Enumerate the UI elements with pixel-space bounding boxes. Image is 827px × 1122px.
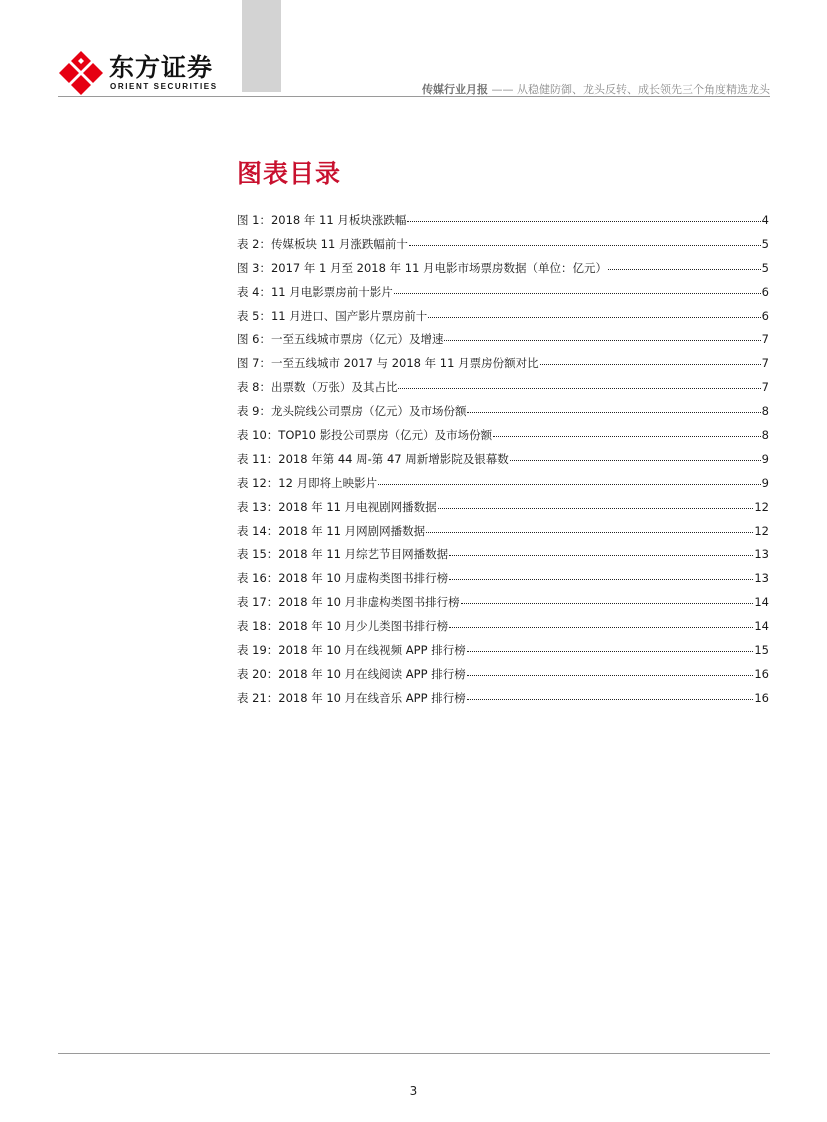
toc-entry[interactable]	[237, 570, 769, 594]
toc-entry-page: 5	[761, 236, 769, 251]
toc-dot-leader	[449, 544, 753, 556]
toc-entry-label: 表 2：传媒板块 11 月涨跌幅前十	[237, 236, 408, 251]
toc-entry-label: 表 14：2018 年 11 月网剧网播数据	[237, 523, 426, 538]
toc-entry-label: 图 3：2017 年 1 月至 2018 年 11 月电影市场票房数据（单位：亿元）	[237, 260, 608, 275]
toc-dot-leader	[467, 401, 760, 413]
toc-entry[interactable]	[237, 475, 769, 499]
toc-entry-page: 12	[754, 523, 769, 538]
toc-entry-label: 表 19：2018 年 10 月在线视频 APP 排行榜	[237, 643, 466, 658]
toc-entry-page: 15	[754, 643, 769, 658]
toc-entry[interactable]	[237, 523, 769, 547]
toc-entry-page: 9	[761, 475, 769, 490]
orient-logo-icon	[58, 50, 104, 96]
toc-entry[interactable]	[237, 236, 769, 260]
toc-entry[interactable]	[237, 666, 769, 690]
toc-entry-page: 7	[761, 356, 769, 371]
toc-entry-page: 7	[761, 332, 769, 347]
header-separator: ——	[491, 83, 514, 96]
toc-entry[interactable]	[237, 212, 769, 236]
toc-dot-leader	[510, 449, 761, 461]
toc-entry[interactable]	[237, 284, 769, 308]
toc-dot-leader	[378, 473, 761, 485]
toc-dot-leader	[540, 353, 761, 365]
toc-entry-page: 8	[761, 428, 769, 443]
page-number: 3	[409, 1084, 418, 1098]
header-divider	[58, 96, 770, 97]
toc-dot-leader	[493, 425, 761, 437]
toc-dot-leader	[449, 616, 753, 628]
toc-dot-leader	[428, 306, 760, 318]
toc-entry-label: 表 17：2018 年 10 月非虚构类图书排行榜	[237, 595, 460, 610]
toc-entry-page: 8	[761, 404, 769, 419]
toc-entry-label: 表 13：2018 年 11 月电视剧网播数据	[237, 499, 437, 514]
toc-entry[interactable]	[237, 331, 769, 355]
toc-title: 图表目录	[237, 159, 342, 188]
toc-dot-leader	[467, 640, 754, 652]
toc-entry[interactable]	[237, 451, 769, 475]
toc-entry-label: 表 18：2018 年 10 月少儿类图书排行榜	[237, 619, 449, 634]
toc-entry[interactable]	[237, 690, 769, 714]
toc-entry-label: 表 8：出票数（万张）及其占比	[237, 380, 398, 395]
toc-entry-page: 13	[754, 571, 769, 586]
toc-entry[interactable]	[237, 260, 769, 284]
toc-dot-leader	[438, 497, 754, 509]
logo-english-name: ORIENT SECURITIES	[110, 82, 218, 91]
toc-dot-leader	[398, 377, 760, 389]
toc-dot-leader	[444, 329, 760, 341]
toc-entry[interactable]	[237, 379, 769, 403]
toc-entry-label: 图 6：一至五线城市票房（亿元）及增速	[237, 332, 444, 347]
toc-entry-label: 表 5：11 月进口、国产影片票房前十	[237, 308, 428, 323]
report-subtitle: 从稳健防御、龙头反转、成长领先三个角度精选龙头	[517, 83, 770, 96]
toc-entry-label: 表 15：2018 年 11 月综艺节目网播数据	[237, 547, 449, 562]
toc-dot-leader	[467, 664, 754, 676]
company-logo	[58, 50, 228, 96]
toc-entry-label: 图 1：2018 年 11 月板块涨跌幅	[237, 213, 407, 227]
toc-entry[interactable]	[237, 427, 769, 451]
toc-entry[interactable]	[237, 594, 769, 618]
toc-entry[interactable]	[237, 403, 769, 427]
footer-divider	[58, 1053, 770, 1054]
toc-entry[interactable]	[237, 355, 769, 379]
toc-entry-page: 5	[761, 260, 769, 275]
toc-entry[interactable]	[237, 499, 769, 523]
toc-entry[interactable]	[237, 642, 769, 666]
report-type: 传媒行业月报	[422, 83, 488, 96]
toc-dot-leader	[449, 568, 753, 580]
toc-entry-label: 表 10：TOP10 影投公司票房（亿元）及市场份额	[237, 428, 493, 443]
toc-entry-label: 表 4：11 月电影票房前十影片	[237, 284, 393, 299]
toc-dot-leader	[426, 521, 753, 533]
toc-entry-label: 表 16：2018 年 10 月虚构类图书排行榜	[237, 571, 449, 586]
toc-entry-page: 7	[761, 380, 769, 395]
toc-dot-leader	[394, 282, 761, 294]
toc-dot-leader	[467, 688, 754, 700]
toc-list	[237, 212, 769, 714]
toc-entry-label: 表 12：12 月即将上映影片	[237, 475, 378, 490]
toc-entry[interactable]	[237, 618, 769, 642]
toc-entry-label: 表 9：龙头院线公司票房（亿元）及市场份额	[237, 404, 467, 419]
toc-dot-leader	[409, 234, 761, 246]
toc-entry[interactable]	[237, 308, 769, 332]
header-gray-tab	[242, 0, 281, 92]
toc-entry-page: 12	[754, 499, 769, 514]
toc-entry-page: 6	[761, 284, 769, 299]
report-header	[422, 81, 770, 97]
toc-entry[interactable]	[237, 546, 769, 570]
toc-entry-page: 16	[754, 666, 769, 681]
toc-dot-leader	[461, 592, 754, 604]
toc-entry-page: 6	[761, 308, 769, 323]
toc-entry-page: 16	[754, 690, 769, 705]
toc-entry-label: 表 20：2018 年 10 月在线阅读 APP 排行榜	[237, 666, 466, 681]
toc-entry-label: 图 7：一至五线城市 2017 与 2018 年 11 月票房份额对比	[237, 356, 539, 371]
toc-entry-label: 表 11：2018 年第 44 周-第 47 周新增影院及银幕数	[237, 451, 509, 466]
toc-entry-label: 表 21：2018 年 10 月在线音乐 APP 排行榜	[237, 690, 466, 705]
toc-entry-page: 4	[761, 213, 769, 227]
logo-chinese-name: 东方证券	[109, 53, 214, 82]
toc-entry-page: 13	[754, 547, 769, 562]
toc-entry-page: 14	[754, 595, 769, 610]
toc-entry-page: 14	[754, 619, 769, 634]
toc-dot-leader	[608, 258, 761, 270]
toc-dot-leader	[407, 210, 760, 222]
toc-entry-page: 9	[761, 451, 769, 466]
